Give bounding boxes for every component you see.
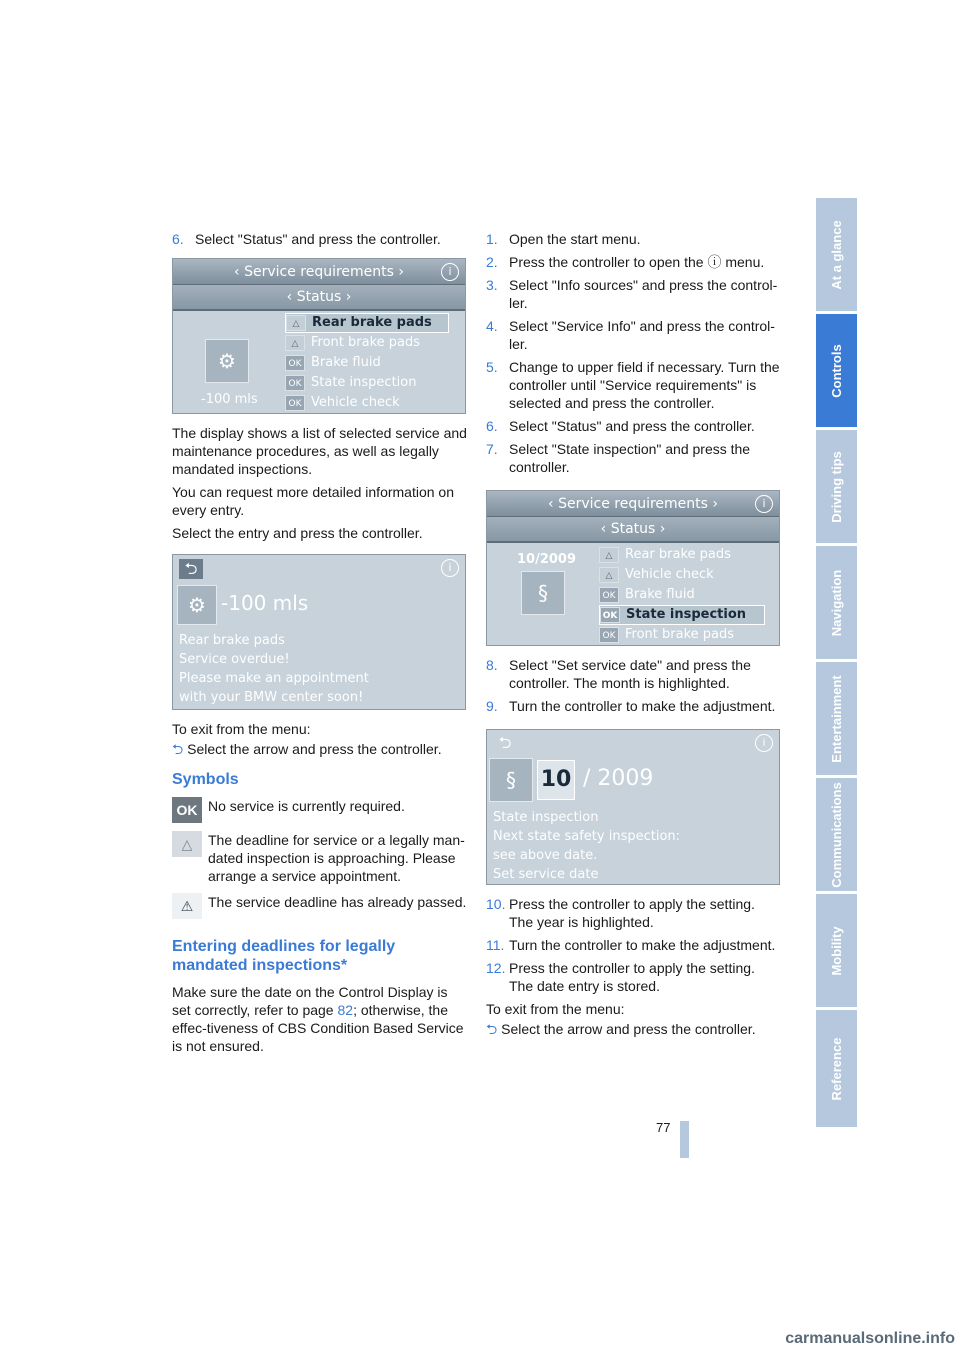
screen-subheader: ‹ Status › xyxy=(487,517,779,543)
tab-controls[interactable]: Controls xyxy=(816,314,857,430)
month-field: 10 xyxy=(537,760,575,800)
symbol-ok: OK No service is currently required. xyxy=(172,797,467,823)
list-item: △ Rear brake pads xyxy=(285,313,449,333)
mileage-label: -100 mls xyxy=(201,392,258,407)
tab-driving-tips[interactable]: Driving tips xyxy=(816,430,857,546)
symbol-passed: ⚠ The service deadline has already passed. xyxy=(172,893,467,919)
tab-at-a-glance[interactable]: At a glance xyxy=(816,198,857,314)
step: 10. Press the controller to apply the setting. The year is highlighted. xyxy=(486,896,755,930)
back-arrow-icon: ⮌ xyxy=(172,741,184,757)
screen-header-title: ‹ Service requirements › xyxy=(234,263,404,280)
info-icon: i xyxy=(755,734,773,752)
list-item: △ Vehicle check xyxy=(599,565,765,585)
status-screen-illustration xyxy=(172,258,466,414)
warning-triangle-icon: △ xyxy=(285,335,305,351)
symbols-heading: Symbols xyxy=(172,771,239,788)
service-car-icon: ⚙ xyxy=(177,585,217,625)
step: 11. Turn the controller to make the adjustment. xyxy=(486,937,776,953)
step: 1. Open the start menu. xyxy=(486,231,641,247)
symbol-approaching: △ The deadline for service or a legally man-dated inspection is approaching. Please arrange a service appointment. xyxy=(172,831,467,885)
paragraph: Select the entry and press the controller. xyxy=(172,525,423,541)
info-icon: i xyxy=(441,559,459,577)
service-car-icon: ⚙ xyxy=(205,339,249,383)
detail-mileage: -100 mls xyxy=(221,591,309,615)
exit-instruction: ⮌ Select the arrow and press the controller. xyxy=(486,1021,756,1037)
exit-instruction: ⮌ Select the arrow and press the controller. xyxy=(172,741,442,757)
step: 6. Select "Status" and press the controller. xyxy=(486,418,755,434)
list-item: OK State inspection xyxy=(599,605,765,625)
service-list xyxy=(599,545,765,645)
list-item: △ Rear brake pads xyxy=(599,545,765,565)
ok-badge-icon: OK xyxy=(285,355,305,371)
screen-header: ‹ Service requirements › i xyxy=(487,491,779,517)
ok-badge-icon: OK xyxy=(285,375,305,391)
screen-header xyxy=(173,259,465,285)
right-column xyxy=(486,230,781,1043)
deadlines-heading: Entering deadlines for legally mandated inspections* xyxy=(172,938,396,974)
tab-communications[interactable]: Communications xyxy=(816,778,857,894)
warning-triangle-filled-icon: ⚠ xyxy=(172,893,202,919)
step: 12. Press the controller to apply the setting. The date entry is stored. xyxy=(486,960,755,994)
step: 5. Change to upper field if necessary. Turn the controller until "Service requirements" is selected and press the controller. xyxy=(486,359,780,411)
tab-entertainment[interactable]: Entertainment xyxy=(816,662,857,778)
step-6: 6. Select "Status" and press the controller. xyxy=(172,231,441,247)
state-inspection-screen-illustration xyxy=(486,490,780,646)
list-item: OK State inspection xyxy=(285,373,449,393)
detail-text: Rear brake pads Service overdue! Please make an appointment with your BMW center soon! xyxy=(179,633,369,705)
set-date-screen-illustration xyxy=(486,729,780,885)
service-list xyxy=(285,313,449,413)
paragraph: The display shows a list of selected service and maintenance procedures, as well as legally mandated inspections. xyxy=(172,425,467,477)
list-item: OK Vehicle check xyxy=(285,393,449,413)
step: 7. Select "State inspection" and press the controller. xyxy=(486,441,751,475)
page-number: 77 xyxy=(656,1120,671,1135)
list-item: △ Front brake pads xyxy=(285,333,449,353)
exit-intro: To exit from the menu: xyxy=(486,1001,625,1017)
ok-badge-icon: OK xyxy=(599,627,619,643)
warning-triangle-icon: △ xyxy=(599,567,619,583)
ok-symbol-icon: OK xyxy=(172,797,202,823)
step: 2. Press the controller to open the ⓘ menu. xyxy=(486,254,765,270)
date-detail-text: State inspection Next state safety inspection: see above date. Set service date xyxy=(493,810,681,882)
warning-triangle-icon: △ xyxy=(599,547,619,563)
list-item: OK Front brake pads xyxy=(599,625,765,645)
tab-reference[interactable]: Reference xyxy=(816,1010,857,1130)
step: 9. Turn the controller to make the adjustment. xyxy=(486,698,776,714)
chapter-tabs xyxy=(816,198,857,1130)
exit-intro: To exit from the menu: xyxy=(172,721,311,737)
page-marker xyxy=(680,1121,689,1158)
ok-badge-icon: OK xyxy=(599,587,619,603)
warning-triangle-icon: △ xyxy=(286,315,306,331)
step: 4. Select "Service Info" and press the control-ler. xyxy=(486,318,775,352)
inspection-paragraph-car-icon: § xyxy=(489,758,533,802)
info-icon: i xyxy=(441,263,459,281)
tab-mobility[interactable]: Mobility xyxy=(816,894,857,1010)
ok-badge-icon: OK xyxy=(600,607,620,623)
page-link[interactable]: 82 xyxy=(337,1002,354,1018)
back-arrow-icon: ⮌ xyxy=(486,1021,498,1037)
inspection-paragraph-car-icon: § xyxy=(521,571,565,615)
watermark: carmanualsonline.info xyxy=(785,1330,955,1347)
deadlines-paragraph: Make sure the date on the Control Display is set correctly, refer to page 82; otherwise, the effec-tiveness of CBS Condition Based Service is not ensured. xyxy=(172,984,464,1054)
left-column xyxy=(172,230,467,1060)
list-item: OK Brake fluid xyxy=(285,353,449,373)
paragraph: You can request more detailed information on every entry. xyxy=(172,484,454,518)
inspection-date: 10/2009 xyxy=(517,552,577,567)
year-field: / 2009 xyxy=(583,766,654,791)
back-arrow-icon: ⮌ xyxy=(498,733,512,752)
step: 8. Select "Set service date" and press the controller. The month is highlighted. xyxy=(486,657,751,691)
info-icon: i xyxy=(755,495,773,513)
back-arrow-icon: ⮌ xyxy=(179,559,203,579)
warning-triangle-icon: △ xyxy=(172,831,202,857)
screen-subheader: ‹ Status › xyxy=(173,285,465,311)
list-item: OK Brake fluid xyxy=(599,585,765,605)
ok-badge-icon: OK xyxy=(285,395,305,411)
detail-screen-illustration xyxy=(172,554,466,710)
step: 3. Select "Info sources" and press the control-ler. xyxy=(486,277,778,311)
tab-navigation[interactable]: Navigation xyxy=(816,546,857,662)
